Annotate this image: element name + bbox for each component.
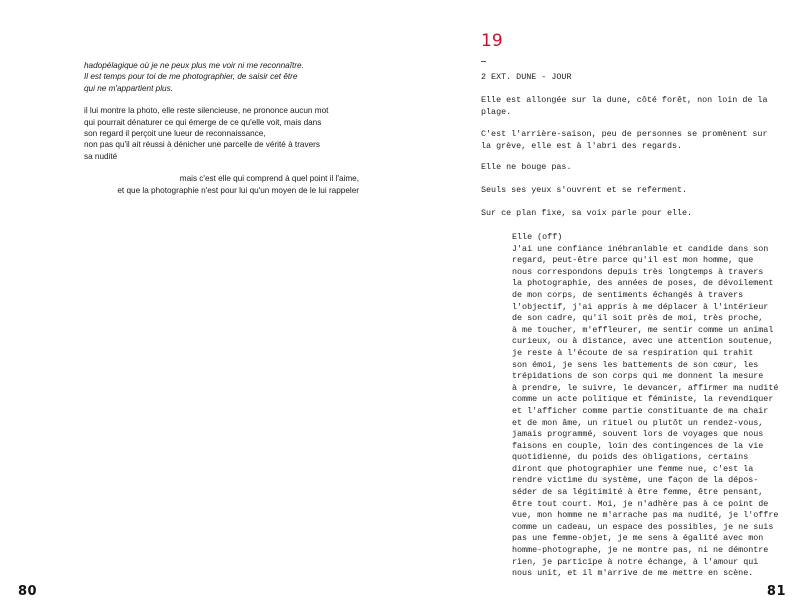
dialogue-line: quotidienne, du poids des obligations, certains (512, 452, 749, 463)
italic-line: qui ne m'appartient plus. (84, 83, 173, 93)
left-text-block (84, 60, 374, 195)
verse-line: sa nudité (84, 151, 118, 161)
page-number-right: 81 (766, 584, 786, 599)
dialogue-line: je reste à l'écoute de sa respiration qui trahit (512, 347, 754, 358)
dialogue-line: rendre victime du système, une façon de la dépos- (512, 475, 759, 486)
dialogue-line: être tout court. Moi, je n'adhère pas à ce point de (512, 498, 769, 509)
dialogue-line: regard, peut-être parce qu'il est mon homme, que (512, 255, 754, 266)
dialogue-line: de son cadre, qu'il soit près de moi, très proche, (512, 313, 764, 324)
right-page (400, 0, 800, 613)
dialogue-line: à prendre, le suivre, le devancer, affirmer ma nudité (512, 382, 779, 393)
dialogue-line: trépidations de son corps qui me donnent la mesure (512, 371, 764, 382)
dialogue-line: comme un acte politique et féministe, la revendiquer (512, 394, 774, 405)
dialogue-line: séder de sa légitimité à être femme, être pensant, (512, 487, 764, 498)
dialogue-line: J'ai une confiance inébranlable et candide dans son (512, 243, 769, 254)
dialogue-line: de mon corps, de sentiments échangés à travers (512, 289, 744, 300)
dialogue-line: homme-photographe, je ne montre pas, ni ne démontre (512, 545, 769, 556)
scene-divider (481, 61, 486, 62)
action-block (481, 129, 771, 152)
dialogue-line: diront que photographier une femme nue, c'est la (512, 463, 754, 474)
dialogue-line: la photographie, des années de poses, de dévoilement (512, 278, 774, 289)
action-line: Sur ce plan fixe, sa voix parle pour elle. (481, 208, 693, 218)
dialogue-line: rien, je participe à notre échange, à l'amour qui (512, 556, 759, 567)
action-line: plage. (481, 106, 512, 117)
action-line: C'est l'arrière-saison, peu de personnes se promènent sur (481, 129, 768, 139)
dialogue-line: curieux, ou à distance, avec une attention soutenue, (512, 336, 774, 347)
verse-line: et que la photographie n'est pour lui qu'un moyen de le lui rappeler (117, 185, 359, 195)
page-number-left: 80 (18, 584, 38, 599)
verse-line: mais c'est elle qui comprend à quel point il l'aime, (179, 174, 359, 184)
action-line: Seuls ses yeux s'ouvrent et se referment. (481, 185, 688, 195)
verse-line: son regard il perçoit une lueur de reconnaissance, (84, 129, 266, 139)
dialogue-block (512, 232, 782, 580)
verse-paragraph (84, 105, 374, 162)
action-line: la grève, elle est à l'abri des regards. (481, 140, 683, 151)
dialogue-line: à me toucher, m'effleurer, me sentir comme un animal (512, 324, 774, 335)
action-block (481, 95, 771, 118)
verse-line: qui pourrait dénaturer ce qui émerge de ce qu'elle voit, mais dans (84, 117, 322, 127)
dialogue-line: vue, mon homme ne m'arrache pas ma nudité, je l'offre (512, 510, 779, 521)
verse-line: il lui montre la photo, elle reste silencieuse, ne prononce aucun mot (84, 106, 329, 116)
dialogue-line: faisons en couple, loin des contingences de la vie (512, 440, 764, 451)
dialogue-line: nous correspondons depuis très longtemps à travers (512, 266, 764, 277)
italic-line: Il est temps pour toi de me photographier, de saisir cet être (84, 72, 298, 82)
dialogue-line: nous unit, et il m'arrive de me mettre en scène. (512, 568, 754, 579)
dialogue-line: jamais programmé, souvent lors de voyages que nous (512, 429, 764, 440)
dialogue-line: et l'afficher comme partie constituante de ma chair (512, 405, 769, 416)
right-aligned-verse (84, 173, 359, 196)
action-block (481, 162, 771, 174)
dialogue-line: pas une femme-objet, je me sens à égalité avec mon (512, 533, 764, 544)
action-block (481, 208, 771, 220)
scene-heading: 2 EXT. DUNE - JOUR (481, 72, 572, 82)
character-name: Elle (off) (512, 232, 563, 242)
dialogue-line: l'objectif, j'ai appris à me déplacer à l'intérieur (512, 301, 769, 312)
verse-line: non pas qu'il ait réussi à dénicher une parcelle de vérité à travers (84, 140, 320, 150)
dialogue-line: comme un cadeau, un espace des possibles, je ne suis (512, 521, 774, 532)
italic-line: hadopélagique où je ne peux plus me voir ni me reconnaître. (84, 61, 304, 70)
action-line: Elle ne bouge pas. (481, 162, 572, 172)
dialogue-line: et de mon âme, un rituel ou plutôt un rendez-vous, (512, 417, 764, 428)
action-line: Elle est allongée sur la dune, côté forêt, non loin de la (481, 95, 768, 105)
action-block (481, 185, 771, 197)
dialogue-line: son émoi, je sens les battements de son cœur, les (512, 359, 759, 370)
italic-verse (84, 60, 374, 94)
scene-number: 19 (481, 31, 503, 51)
